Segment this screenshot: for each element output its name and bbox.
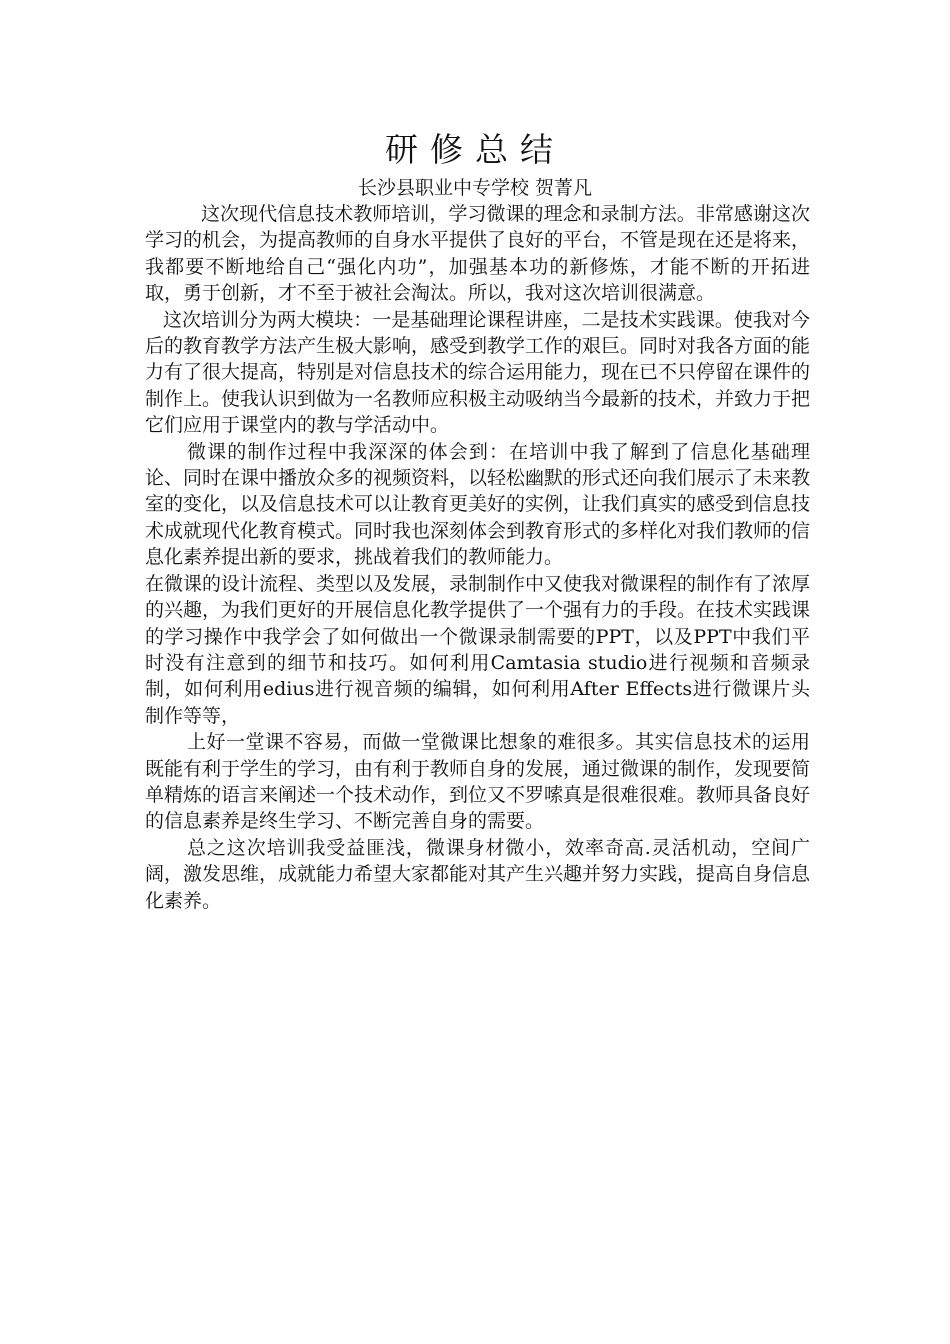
- document-body: [145, 201, 810, 914]
- paragraph-4: 在微课的设计流程、类型以及发展，录制制作中又使我对微课程的制作有了浓厚的兴趣，为我们更好的开展信息化教学提供了一个强有力的手段。在技术实践课的学习操作中我学会了如何做出一个微课录制需要的PPT，以及PPT中我们平时没有注意到的细节和技巧。如何利用Camtasia studio进行视频和音频录制，如何利用edius进行视音频的编辑，如何利用After Effects进行微课片头制作等等，: [145, 572, 811, 727]
- document-title: 研修总结: [385, 130, 565, 169]
- paragraph-1: 这次现代信息技术教师培训，学习微课的理念和录制方法。非常感谢这次学习的机会，为提高教师的自身水平提供了良好的平台，不管是现在还是将来，我都要不断地给自己“强化内功”，加强基本功的新修炼，才能不断的开拓进取，勇于创新，才不至于被社会淘汰。所以，我对这次培训很满意。: [145, 203, 811, 305]
- author-line: 长沙县职业中专学校 贺菁凡: [357, 177, 593, 199]
- paragraph-6: 总之这次培训我受益匪浅，微课身材微小，效率奇高.灵活机动，空间广阔，激发思维，成就能力希望大家都能对其产生兴趣并努力实践，提高自身信息化素养。: [145, 836, 811, 912]
- paragraph-5: 上好一堂课不容易，而做一堂微课比想象的难很多。其实信息技术的运用既能有利于学生的学习，由有利于教师自身的发展，通过微课的制作，发现要简单精炼的语言来阐述一个技术动作，到位又不罗嗦真是很难很难。教师具备良好的信息素养是终生学习、不断完善自身的需要。: [145, 731, 811, 833]
- paragraph-3: 微课的制作过程中我深深的体会到：在培训中我了解到了信息化基础理论、同时在课中播放众多的视频资料，以轻松幽默的形式还向我们展示了未来教室的变化，以及信息技术可以让教育更美好的实例，让我们真实的感受到信息技术成就现代化教育模式。同时我也深刻体会到教育形式的多样化对我们教师的信息化素养提出新的要求，挑战着我们的教师能力。: [145, 440, 811, 569]
- paragraph-2: 这次培训分为两大模块：一是基础理论课程讲座，二是技术实践课。使我对今后的教育教学方法产生极大影响，感受到教学工作的艰巨。同时对我各方面的能力有了很大提高，特别是对信息技术的综合运用能力，现在已不只停留在课件的制作上。使我认识到做为一名教师应积极主动吸纳当今最新的技术，并致力于把它们应用于课堂内的教与学活动中。: [145, 308, 811, 437]
